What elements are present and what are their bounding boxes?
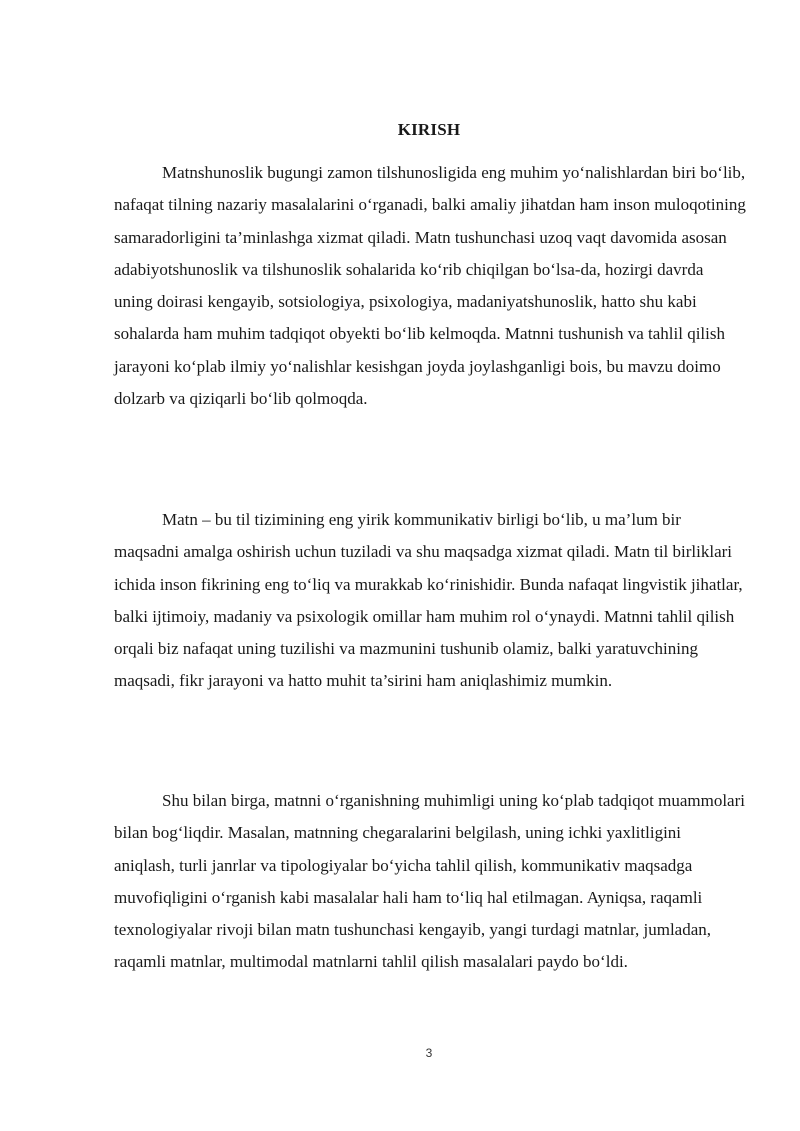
- page-number: 3: [425, 1046, 433, 1060]
- section-title: KIRISH: [397, 120, 461, 139]
- paragraph-1: Matnshunoslik bugungi zamon tilshunosligida eng muhim yo‘nalishlardan biri bo‘lib, nafaqat tilning nazariy masalalarini o‘rganadi, balki amaliy jihatdan ham inson muloqotining samaradorligini ta’minlashga xizmat qiladi. Matn tushunchasi uzoq vaqt davomida asosan adabiyotshunoslik va tilshunoslik sohalarida ko‘rib chiqilgan bo‘lsa-da, hozirgi davrda uning doirasi kengayib, sotsiologiya, psixologiya, madaniyatshunoslik, hatto shu kabi sohalarda ham muhim tadqiqot obyekti bo‘lib kelmoqda. Matnni tushunish va tahlil qilish jarayoni ko‘plab ilmiy yo‘nalishlar kesishgan joyda joylashganligi bois, bu mavzu doimo dolzarb va qiziqarli bo‘lib qolmoqda.: [114, 163, 746, 409]
- paragraph-3: Shu bilan birga, matnni o‘rganishning muhimligi uning ko‘plab tadqiqot muammolari bilan bog‘liqdir. Masalan, matnning chegaralarini belgilash, uning ichki yaxlitligini aniqlash, turli janrlar va tipologiyalar bo‘yicha tahlil qilish, kommunikativ maqsadga muvofiqligini o‘rganish kabi masalalar hali ham to‘liq hal etilmagan. Ayniqsa, raqamli texnologiyalar rivoji bilan matn tushunchasi kengayib, yangi turdagi matnlar, jumladan, raqamli matnlar, multimodal matnlarni tahlil qilish masalalari paydo bo‘ldi.: [114, 791, 745, 972]
- paragraph-2: Matn – bu til tizimining eng yirik kommunikativ birligi bo‘lib, u ma’lum bir maqsadni amalga oshirish uchun tuziladi va shu maqsadga xizmat qiladi. Matn til birliklari ichida inson fikrining eng to‘liq va murakkab ko‘rinishidir. Bunda nafaqat lingvistik jihatlar, balki ijtimoiy, madaniy va psixologik omillar ham muhim rol o‘ynaydi. Matnni tahlil qilish orqali biz nafaqat uning tuzilishi va mazmunini tushunib olamiz, balki yaratuvchining maqsadi, fikr jarayoni va hatto muhit ta’sirini ham aniqlashimiz mumkin.: [114, 510, 743, 691]
